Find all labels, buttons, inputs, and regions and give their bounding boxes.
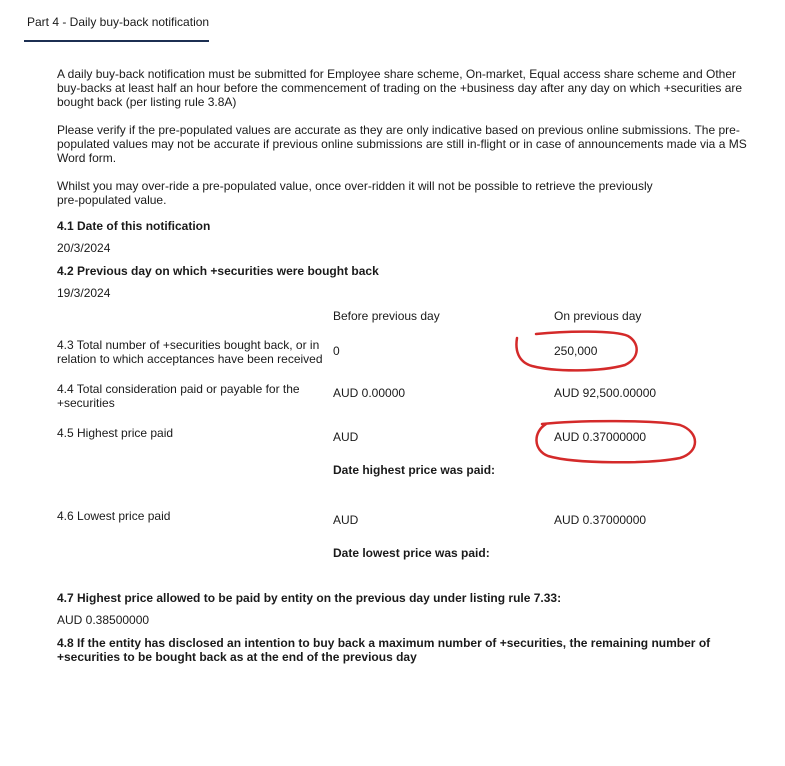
section-4-5-before: AUD [333, 430, 359, 444]
section-4-4-label: 4.4 Total consideration paid or payable for the +securities [57, 382, 300, 410]
section-4-7-label: 4.7 Highest price allowed to be paid by entity on the previous day under listing rule 7.33: [57, 591, 562, 605]
section-4-7-value: AUD 0.38500000 [57, 613, 150, 627]
column-header-before: Before previous day [333, 309, 440, 323]
section-4-4-before: AUD 0.00000 [333, 386, 406, 400]
section-4-5-label: 4.5 Highest price paid [57, 426, 174, 440]
section-4-5-on: AUD 0.37000000 [554, 430, 647, 444]
part-title: Part 4 - Daily buy-back notification [27, 15, 210, 29]
section-4-8-label: 4.8 If the entity has disclosed an intention to buy back a maximum number of +securities, the remaining number of +securities to be bought back as at the end of the previous day [57, 636, 711, 664]
section-4-1-label: 4.1 Date of this notification [57, 219, 211, 233]
section-4-6-on: AUD 0.37000000 [554, 513, 647, 527]
column-header-on: On previous day [554, 309, 642, 323]
section-4-3-before: 0 [333, 344, 340, 358]
section-4-3-label: 4.3 Total number of +securities bought back, or in relation to which acceptances have been received [57, 338, 323, 366]
section-4-5-date-label: Date highest price was paid: [333, 463, 496, 477]
section-4-6-date-label: Date lowest price was paid: [333, 546, 490, 560]
section-4-2-label: 4.2 Previous day on which +securities were bought back [57, 264, 379, 278]
intro-paragraph-2: Please verify if the pre-populated values are accurate as they are only indicative based on previous online submissions. The pre-populated values may not be accurate if previous online submissions are still in-flight or in case of announcements made via a MS Word form. [57, 123, 747, 165]
section-4-4-on: AUD 92,500.00000 [554, 386, 657, 400]
section-4-2-value: 19/3/2024 [57, 286, 111, 300]
intro-paragraph-3: Whilst you may over-ride a pre-populated value, once over-ridden it will not be possible to retrieve the previously pre-populated value. [57, 179, 653, 207]
section-4-3-on: 250,000 [554, 344, 598, 358]
section-4-6-label: 4.6 Lowest price paid [57, 509, 171, 523]
intro-paragraph-1: A daily buy-back notification must be submitted for Employee share scheme, On-market, Equal access share scheme and Other buy-backs at least half an hour before the commencement of trading on the +business day after any day on which +securities are bought back (per listing rule 3.8A) [57, 67, 743, 109]
section-4-6-before: AUD [333, 513, 359, 527]
section-4-1-value: 20/3/2024 [57, 241, 111, 255]
part-title-underline [24, 40, 209, 42]
